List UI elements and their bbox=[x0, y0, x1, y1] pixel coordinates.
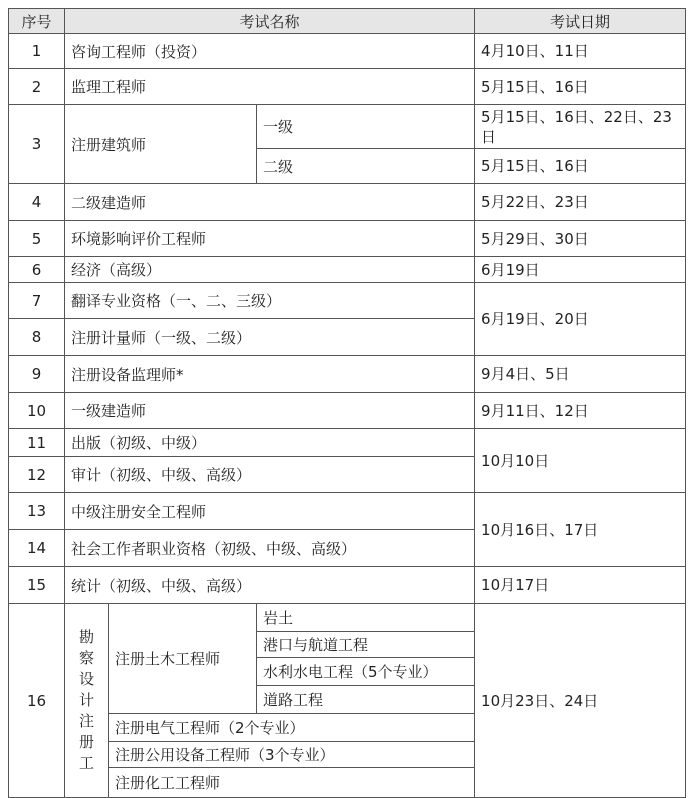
exam-name: 监理工程师 bbox=[65, 69, 475, 105]
vertical-char: 设 bbox=[78, 670, 94, 688]
exam-date: 10月23日、24日 bbox=[475, 604, 686, 798]
exam-name: 经济（高级） bbox=[65, 257, 475, 283]
exam-sub-level: 一级 bbox=[257, 105, 475, 149]
row-index: 7 bbox=[9, 283, 65, 319]
exam-name: 注册设备监理师* bbox=[65, 356, 475, 393]
exam-date: 9月4日、5日 bbox=[475, 356, 686, 393]
vertical-char: 册 bbox=[78, 733, 94, 751]
table-row bbox=[9, 34, 686, 69]
row-index: 13 bbox=[9, 493, 65, 530]
exam-date: 10月17日 bbox=[475, 567, 686, 604]
row-index: 16 bbox=[9, 604, 65, 798]
header-index: 序号 bbox=[9, 9, 65, 34]
header-row bbox=[9, 9, 686, 34]
row-index: 15 bbox=[9, 567, 65, 604]
row-index: 3 bbox=[9, 105, 65, 184]
row-index: 6 bbox=[9, 257, 65, 283]
exam-date: 6月19日、20日 bbox=[475, 283, 686, 356]
row-index: 1 bbox=[9, 34, 65, 69]
table-row bbox=[9, 69, 686, 105]
exam-date: 5月15日、16日 bbox=[475, 69, 686, 105]
exam-name: 注册土木工程师 bbox=[109, 604, 257, 714]
exam-group-vertical-label bbox=[65, 604, 109, 798]
row-index: 8 bbox=[9, 319, 65, 356]
table-row bbox=[9, 356, 686, 393]
table-row bbox=[9, 604, 686, 632]
exam-name: 注册化工工程师 bbox=[109, 768, 475, 798]
table-row bbox=[9, 257, 686, 283]
header-date: 考试日期 bbox=[475, 9, 686, 34]
exam-schedule bbox=[8, 8, 686, 798]
exam-date: 6月19日 bbox=[475, 257, 686, 283]
header-name: 考试名称 bbox=[65, 9, 475, 34]
table-row bbox=[9, 283, 686, 319]
row-index: 9 bbox=[9, 356, 65, 393]
exam-name: 统计（初级、中级、高级） bbox=[65, 567, 475, 604]
table-row bbox=[9, 184, 686, 221]
exam-date: 10月10日 bbox=[475, 429, 686, 493]
vertical-char: 工 bbox=[78, 754, 94, 772]
exam-name: 注册公用设备工程师（3个专业） bbox=[109, 742, 475, 768]
exam-name: 注册计量师（一级、二级） bbox=[65, 319, 475, 356]
table-row bbox=[9, 493, 686, 530]
exam-name: 中级注册安全工程师 bbox=[65, 493, 475, 530]
exam-name: 注册电气工程师（2个专业） bbox=[109, 714, 475, 742]
exam-date: 9月11日、12日 bbox=[475, 393, 686, 429]
exam-name: 一级建造师 bbox=[65, 393, 475, 429]
table-row bbox=[9, 429, 686, 457]
row-index: 4 bbox=[9, 184, 65, 221]
exam-name: 审计（初级、中级、高级） bbox=[65, 457, 475, 493]
vertical-char: 注 bbox=[78, 712, 94, 730]
exam-name: 翻译专业资格（一、二、三级） bbox=[65, 283, 475, 319]
exam-sub-level: 二级 bbox=[257, 149, 475, 184]
exam-name: 出版（初级、中级） bbox=[65, 429, 475, 457]
exam-schedule-table bbox=[8, 8, 686, 798]
exam-sub-specialty: 岩土 bbox=[257, 604, 475, 632]
vertical-char: 察 bbox=[78, 649, 94, 667]
table-row bbox=[9, 393, 686, 429]
row-index: 10 bbox=[9, 393, 65, 429]
row-index: 11 bbox=[9, 429, 65, 457]
row-index: 14 bbox=[9, 530, 65, 567]
table-row bbox=[9, 221, 686, 257]
exam-name: 环境影响评价工程师 bbox=[65, 221, 475, 257]
vertical-char: 勘 bbox=[78, 628, 94, 646]
exam-date: 5月15日、16日、22日、23日 bbox=[475, 105, 686, 149]
exam-date: 5月29日、30日 bbox=[475, 221, 686, 257]
exam-date: 5月15日、16日 bbox=[475, 149, 686, 184]
exam-date: 5月22日、23日 bbox=[475, 184, 686, 221]
exam-sub-specialty: 道路工程 bbox=[257, 686, 475, 714]
exam-name: 注册建筑师 bbox=[65, 105, 257, 184]
exam-name: 咨询工程师（投资） bbox=[65, 34, 475, 69]
row-index: 12 bbox=[9, 457, 65, 493]
vertical-char: 计 bbox=[78, 691, 94, 709]
exam-date: 10月16日、17日 bbox=[475, 493, 686, 567]
row-index: 2 bbox=[9, 69, 65, 105]
table-row bbox=[9, 105, 686, 149]
exam-sub-specialty: 水利水电工程（5个专业） bbox=[257, 658, 475, 686]
exam-date: 4月10日、11日 bbox=[475, 34, 686, 69]
table-row bbox=[9, 567, 686, 604]
exam-name: 二级建造师 bbox=[65, 184, 475, 221]
exam-sub-specialty: 港口与航道工程 bbox=[257, 632, 475, 658]
exam-name: 社会工作者职业资格（初级、中级、高级） bbox=[65, 530, 475, 567]
row-index: 5 bbox=[9, 221, 65, 257]
